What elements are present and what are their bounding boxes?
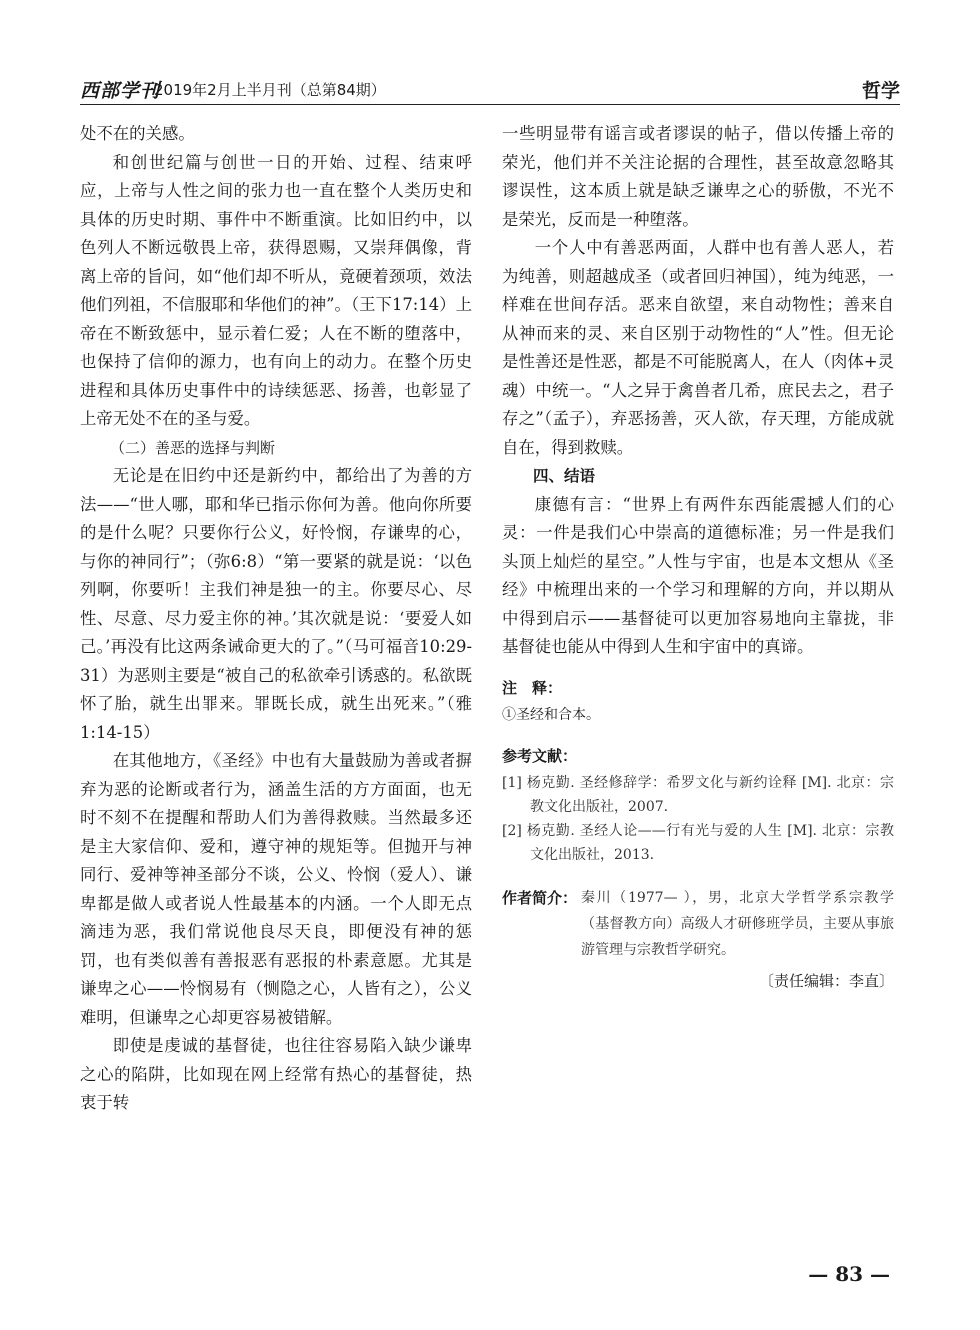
subheading: （二）善恶的选择与判断 xyxy=(110,438,276,457)
issue-info: 2019年2月上半月刊（总第84期） xyxy=(154,81,386,99)
responsible-editor: 〔责任编辑：李直〕 xyxy=(758,971,894,990)
paragraph: 在其他地方，《圣经》中也有大量鼓励为善或者摒弃为恶的论断或者行为，涵盖生活的方方面面，也无时不刻不在提醒和帮助人们为善得救赎。当然最多还是主大家信仰、爱和，遵守神的规矩等。但抛开与神同行、爱神等神圣部分不谈，公义、怜悯（爱人）、谦卑都是做人或者说人性最基本的内涵。一个人即无点滴违为恶，我们常说他良尽天良，即便没有神的惩罚，也有类似善有善报恶有恶报的朴素意愿。尤其是谦卑之心——怜悯易有（恻隐之心，人皆有之），公义难明，但谦卑之心却更容易被错解。 xyxy=(80,751,472,1027)
paragraph: 一些明显带有谣言或者谬误的帖子，借以传播上帝的荣光，他们并不关注论据的合理性，甚至故意忽略其谬误性，这本质上就是缺乏谦卑之心的骄傲，不光不是荣光，反而是一种堕落。 xyxy=(502,124,894,229)
author-bio xyxy=(502,885,894,963)
paragraph: 和创世纪篇与创世一日的开始、过程、结束呼应，上帝与人性之间的张力也一直在整个人类历史和具体的历史时期、事件中不断重演。比如旧约中，以色列人不断远敬畏上帝，获得恩赐，又崇拜偶像，背离上帝的旨问，如“他们却不听从，竟硬着颈项，效法他们列祖，不信服耶和华他们的神”。（王下17:14）上帝在不断致惩中，显示着仁爱；人在不断的堕落中，也保持了信仰的源力，也有向上的动力。在整个历史进程和具体历史事件中的诗续惩恶、扬善，也彰显了上帝无处不在的圣与爱。 xyxy=(80,152,472,428)
author-text: 秦川（1977— ），男，北京大学哲学系宗教学（基督教方向）高级人才研修班学员，主要从事旅游管理与宗教哲学研究。 xyxy=(581,889,894,958)
paragraph: 康德有言：“世界上有两件东西能震撼人们的心灵：一件是我们心中崇高的道德标准；另一件是我们头顶上灿烂的星空。”人性与宇宙，也是本文想从《圣经》中梳理出来的一个学习和理解的方向，并以期从中得到启示——基督徒可以更加容易地向主靠拢，非基督徒也能从中得到人生和宇宙中的真谛。 xyxy=(502,494,894,656)
page-number: — 83 — xyxy=(808,1262,890,1286)
note-item: ①圣经和合本。 xyxy=(502,707,600,723)
paragraph: 即使是虔诚的基督徒，也往往容易陷入缺少谦卑之心的陷阱，比如现在网上经常有热心的基督徒，热衷于转 xyxy=(80,1036,472,1112)
paragraph: 处不在的关感。 xyxy=(80,124,195,143)
references-label: 参考文献： xyxy=(502,747,578,765)
notes-section xyxy=(502,674,894,727)
reference-item: [1] 杨克勤. 圣经修辞学：希罗文化与新约诠释 [M]. 北京：宗教文化出版社，2007. xyxy=(502,774,894,815)
author-label: 作者简介： xyxy=(502,888,578,907)
page-header xyxy=(80,76,900,102)
journal-logo: 西部学刊 xyxy=(80,80,161,102)
references-section xyxy=(502,742,894,867)
paragraph: 无论是在旧约中还是新约中，都给出了为善的方法——“世人哪，耶和华已指示你何为善。他向你所要的是什么呢？只要你行公义，好怜悯，存谦卑的心，与你的神同行”；（弥6:8）“第一要紧的就是说：‘以色列啊，你要听！主我们神是独一的主。你要尽心、尽性、尽意、尽力爱主你的神。’其次就是说：‘要爱人如己。’再没有比这两条诫命更大的了。”（马可福音10:29-31）为恶则主要是“被自己的私欲牵引诱惑的。私欲既怀了胎，就生出罪来。罪既长成，就生出死来。”（雅1:14-15） xyxy=(80,466,472,742)
paragraph: 一个人中有善恶两面，人群中也有善人恶人，若为纯善，则超越成圣（或者回归神国），纯为纯恶，一样难在世间存活。恶来自欲望，来自动物性；善来自从神而来的灵、来自区别于动物性的“人”性。但无论是性善还是性恶，都是不可能脱离人，在人（肉体+灵魂）中统一。“人之异于禽兽者几希，庶民去之，君子存之”（孟子），弃恶扬善，灭人欲，存天理，方能成就自在，得到救赎。 xyxy=(502,238,894,457)
section-label: 哲学 xyxy=(861,80,900,102)
left-column xyxy=(80,120,472,1118)
header-rule xyxy=(80,104,900,105)
reference-item: [2] 杨克勤. 圣经人论——行有光与爱的人生 [M]. 北京：宗教文化出版社，2013. xyxy=(502,822,894,863)
section-heading: 四、结语 xyxy=(533,467,596,485)
notes-label: 注 释： xyxy=(502,678,563,697)
right-column xyxy=(502,120,894,995)
